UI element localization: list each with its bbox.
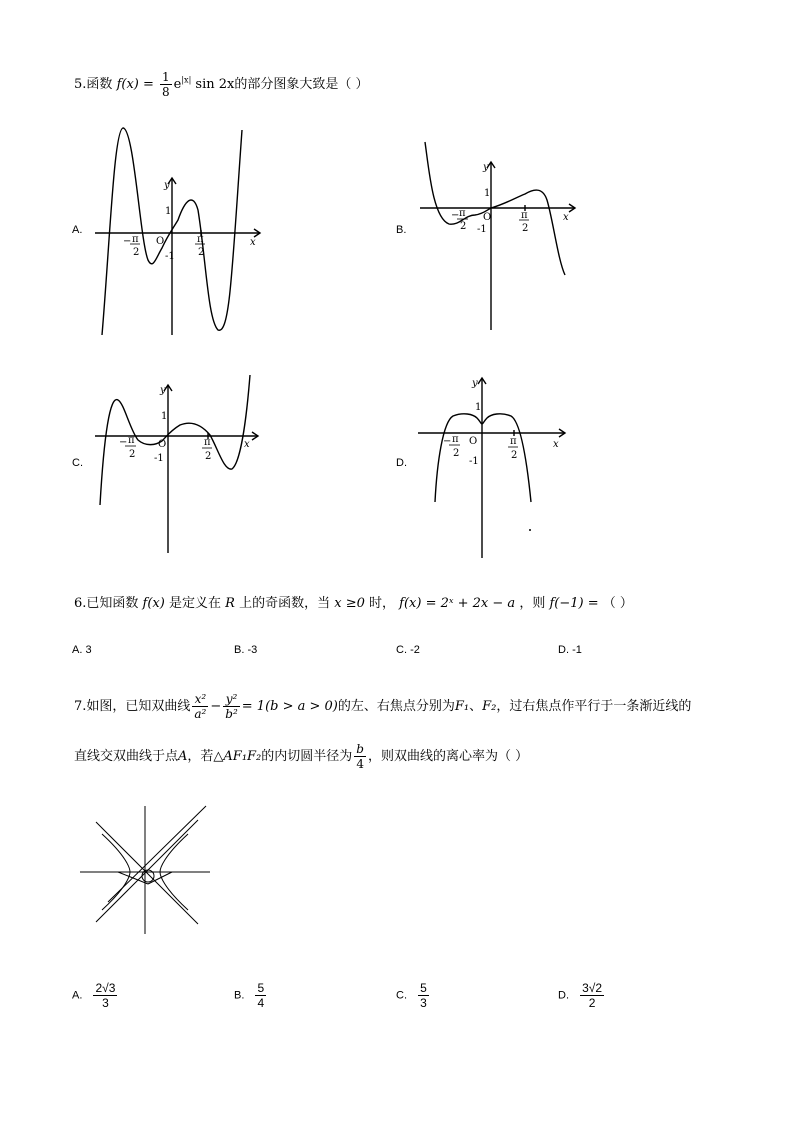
y-label: y (160, 385, 166, 396)
q5-exp-sup: |x| (181, 75, 192, 85)
neg-one-label: -1 (469, 456, 479, 467)
q6-expression: f(x) = 2ˣ + 2x − a (399, 596, 516, 611)
svg-text:2: 2 (522, 223, 529, 234)
x-label: x (250, 237, 256, 248)
q5-exp-base: e (173, 77, 182, 92)
q5-graph-b (415, 140, 585, 335)
q7-x-frac: $\frac{\text{x²}}{\text{a²}}$ (194, 692, 207, 721)
q5-option-a-label[interactable]: A. (72, 224, 83, 236)
x-label: x (244, 439, 250, 450)
y-label: y (483, 162, 489, 173)
svg-text:π: π (132, 234, 139, 245)
speck (529, 529, 531, 531)
q6-option-d[interactable]: D. -1 (558, 644, 582, 656)
q6-option-c[interactable]: C. -2 (396, 644, 420, 656)
q6-stem: 6.已知函数 f(x) 是定义在 R 上的奇函数，当 x ≥0 时， f(x) = 2ˣ + 2x − a ，则 f(−1) = （ ） (74, 596, 633, 611)
q7-option-a[interactable]: A. $\frac{2√3}{3}$ (72, 981, 116, 1010)
svg-text:2: 2 (133, 247, 140, 258)
q6-option-b[interactable]: B. -3 (234, 644, 258, 656)
q7-radius-frac: $\frac{b}{4}$ (356, 742, 364, 771)
x-label: x (563, 212, 569, 223)
q5-graph-a (90, 120, 270, 340)
q5-graph-c (90, 375, 265, 555)
q5-stem-pre: 函数 (86, 77, 113, 92)
svg-text:π: π (204, 437, 211, 448)
svg-text:−: − (443, 436, 452, 447)
q5-graph-d (415, 372, 575, 562)
q5-coef-fraction: $\frac{1}{8}$ (162, 70, 170, 99)
svg-text:π: π (510, 436, 517, 447)
svg-text:2: 2 (453, 448, 460, 459)
q7-equation: = 1(b > a > 0) (241, 699, 338, 714)
origin-label: O (483, 212, 492, 223)
q5-option-c-label[interactable]: C. (72, 457, 83, 469)
svg-text:2: 2 (198, 247, 205, 258)
svg-text:−: − (123, 236, 132, 247)
q7-option-c[interactable]: C. $\frac{5}{3}$ (396, 981, 427, 1010)
y-label: y (164, 180, 170, 191)
svg-text:π: π (521, 210, 528, 221)
q5-option-b-label[interactable]: B. (396, 224, 407, 236)
q6-option-a[interactable]: A. 3 (72, 644, 92, 656)
q5-trig: sin 2x (195, 77, 235, 92)
svg-text:2: 2 (511, 450, 518, 461)
q5-number: 5. (74, 77, 87, 92)
x-label: x (553, 439, 559, 450)
q5-stem (74, 70, 368, 99)
q6-fx: f(x) (142, 596, 165, 611)
origin-label: O (158, 439, 167, 450)
one-label: 1 (484, 188, 491, 199)
svg-text:−: − (451, 210, 460, 221)
q7-line-1: 7.如图，已知双曲线 $\frac{\text{x²}}{\text{a²}}$ − $\frac{\text{y²}}{\text{b²}}$ = 1(b > a > 0)的左、右焦点分别为F₁、F₂，过右焦点作平行于一条渐近线的 (74, 692, 692, 721)
svg-text:−: − (119, 437, 128, 448)
svg-text:2: 2 (129, 449, 136, 460)
neg-one-label: -1 (154, 453, 164, 464)
svg-text:π: π (459, 208, 466, 219)
q7-option-d[interactable]: D. $\frac{3√2}{2}$ (558, 981, 602, 1010)
svg-text:π: π (452, 434, 459, 445)
one-label: 1 (165, 206, 172, 217)
svg-text:2: 2 (205, 451, 212, 462)
asymptote-1 (96, 822, 198, 924)
svg-text:2: 2 (460, 221, 467, 232)
neg-one-label: -1 (477, 224, 487, 235)
one-label: 1 (161, 411, 168, 422)
asymptote-2 (96, 820, 198, 922)
q7-option-b[interactable]: B. $\frac{5}{4}$ (234, 981, 265, 1010)
origin-label: O (156, 236, 165, 247)
q7-hyperbola-figure (78, 804, 213, 936)
y-label: y (472, 378, 478, 389)
neg-one-label: -1 (165, 251, 175, 262)
svg-text:π: π (197, 234, 204, 245)
one-label: 1 (475, 402, 482, 413)
origin-label: O (469, 436, 478, 447)
q7-y-frac: $\frac{\text{y²}}{\text{b²}}$ (225, 692, 238, 721)
svg-text:π: π (128, 435, 135, 446)
q7-line-2: 直线交双曲线于点A，若△AF₁F₂的内切圆半径为 $\frac{b}{4}$ ，则双曲线的离心率为（ ） (74, 742, 529, 771)
q5-stem-post: 的部分图象大致是（ ） (234, 77, 369, 92)
q5-option-d-label[interactable]: D. (396, 457, 407, 469)
q5-func: f(x) = (116, 77, 154, 92)
